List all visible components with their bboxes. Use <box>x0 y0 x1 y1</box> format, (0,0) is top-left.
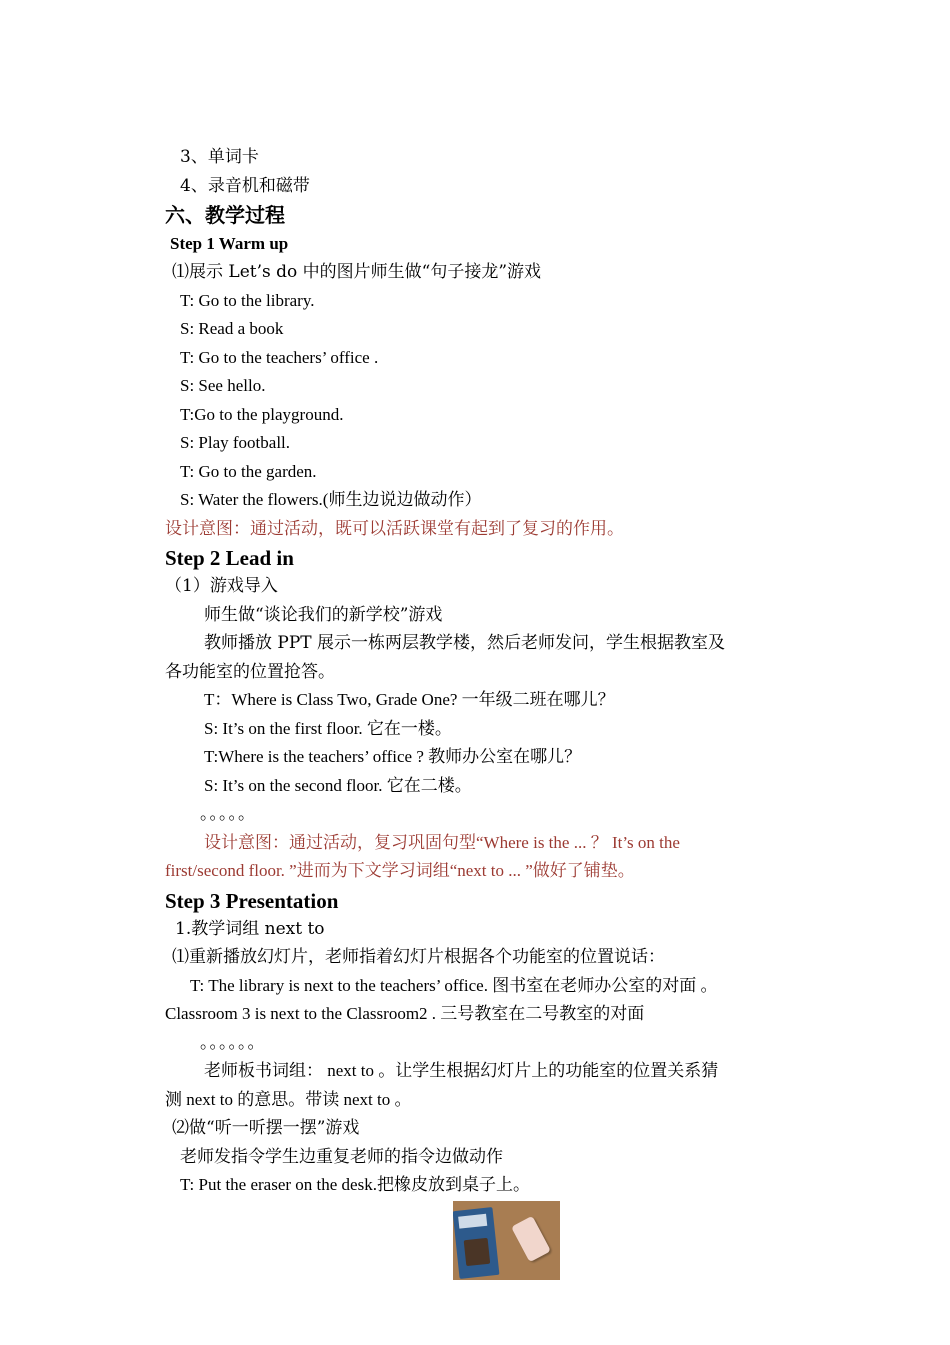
step3-activity-a-number: ⑴ <box>172 947 189 967</box>
step1-activity <box>172 261 541 283</box>
step3-activity-b-number: ⑵ <box>172 1118 189 1138</box>
step1-dialogue-line: T: Go to the garden. <box>180 462 317 481</box>
step1-dialogue-line: S: Read a book <box>180 319 284 338</box>
step1-dialogue-line: T: Go to the library. <box>180 291 315 310</box>
step3-ellipsis-dots: 。。。。。。 <box>200 1033 266 1053</box>
step3-example: T: Put the eraser on the desk.把橡皮放到桌子上。 <box>180 1175 530 1194</box>
step2-dialogue-line: T：Where is Class Two, Grade One? 一年级二班在哪儿？ <box>204 690 615 709</box>
step3-activity-b-text: 做“听一听摆一摆”游戏 <box>189 1118 360 1138</box>
step1-dialogue-line: S: Water the flowers.(师生边说边做动作） <box>180 490 482 509</box>
step2-dialogue-line: S: It’s on the second floor. 它在二楼。 <box>204 776 472 795</box>
step2-dialogue-line: T:Where is the teachers’ office ? 教师办公室在哪儿？ <box>204 747 582 766</box>
step2-paragraph-ppt-line2: 各功能室的位置抢答。 <box>165 662 335 682</box>
step2-design-intent-line1: 设计意图：通过活动，复习巩固句型“Where is the ... ？ It’s on the <box>204 833 680 852</box>
step1-dialogue-line: S: Play football. <box>180 433 291 452</box>
step3-board-line2: 测 next to 的意思。带读 next to 。 <box>165 1090 412 1109</box>
section-heading-teaching-process: 六、教学过程 <box>165 203 285 227</box>
step3-instruction: 老师发指令学生边重复老师的指令边做动作 <box>180 1147 503 1167</box>
step2-paragraph-ppt-line1: 教师播放 PPT 展示一栋两层教学楼，然后老师发问，学生根据教室及 <box>204 633 726 653</box>
step3-teacher-line1: T: The library is next to the teachers’ office. 图书室在老师办公室的对面 。 <box>190 976 718 995</box>
step3-activity-a-text: 重新播放幻灯片，老师指着幻灯片根据各个功能室的位置说话： <box>189 947 665 967</box>
step2-dialogue-line: S: It’s on the first floor. 它在一楼。 <box>204 719 452 738</box>
step1-dialogue-line: S: See hello. <box>180 376 266 395</box>
step3-activity-a <box>172 946 665 968</box>
step3-teacher-line2: Classroom 3 is next to the Classroom2 . 三号教室在二号教室的对面 <box>165 1004 645 1023</box>
step2-design-intent-line2: first/second floor. ”进而为下文学习词组“next to ... ”做好了铺垫。 <box>165 861 635 880</box>
step2-paragraph-game: 师生做“谈论我们的新学校”游戏 <box>204 605 443 625</box>
step1-title: Step 1 Warm up <box>170 234 289 253</box>
step3-item-1: 1.教学词组 next to <box>175 919 325 939</box>
step2-title: Step 2 Lead in <box>165 546 294 570</box>
step2-subheading: （1）游戏导入 <box>165 576 278 596</box>
step3-activity-b <box>172 1117 359 1139</box>
package-label <box>458 1214 487 1229</box>
step2-ellipsis-dots: 。。。。。 <box>200 804 256 824</box>
package-window <box>464 1238 491 1266</box>
step1-activity-number: ⑴ <box>172 262 189 282</box>
step1-activity-text: 展示 Let’s do 中的图片师生做“句子接龙”游戏 <box>189 262 542 282</box>
eraser-photo <box>453 1201 560 1280</box>
step3-board-line1: 老师板书词组： next to 。让学生根据幻灯片上的功能室的位置关系猜 <box>204 1061 719 1080</box>
eraser-image <box>511 1216 551 1263</box>
materials-item-4: 4、录音机和磁带 <box>180 176 310 196</box>
step3-title: Step 3 Presentation <box>165 889 339 913</box>
materials-item-3: 3、单词卡 <box>180 147 259 167</box>
step1-dialogue-line: T: Go to the teachers’ office . <box>180 348 379 367</box>
step1-design-intent: 设计意图：通过活动，既可以活跃课堂有起到了复习的作用。 <box>165 519 624 539</box>
eraser-package-image <box>453 1207 499 1279</box>
step1-dialogue-line: T:Go to the playground. <box>180 405 344 424</box>
